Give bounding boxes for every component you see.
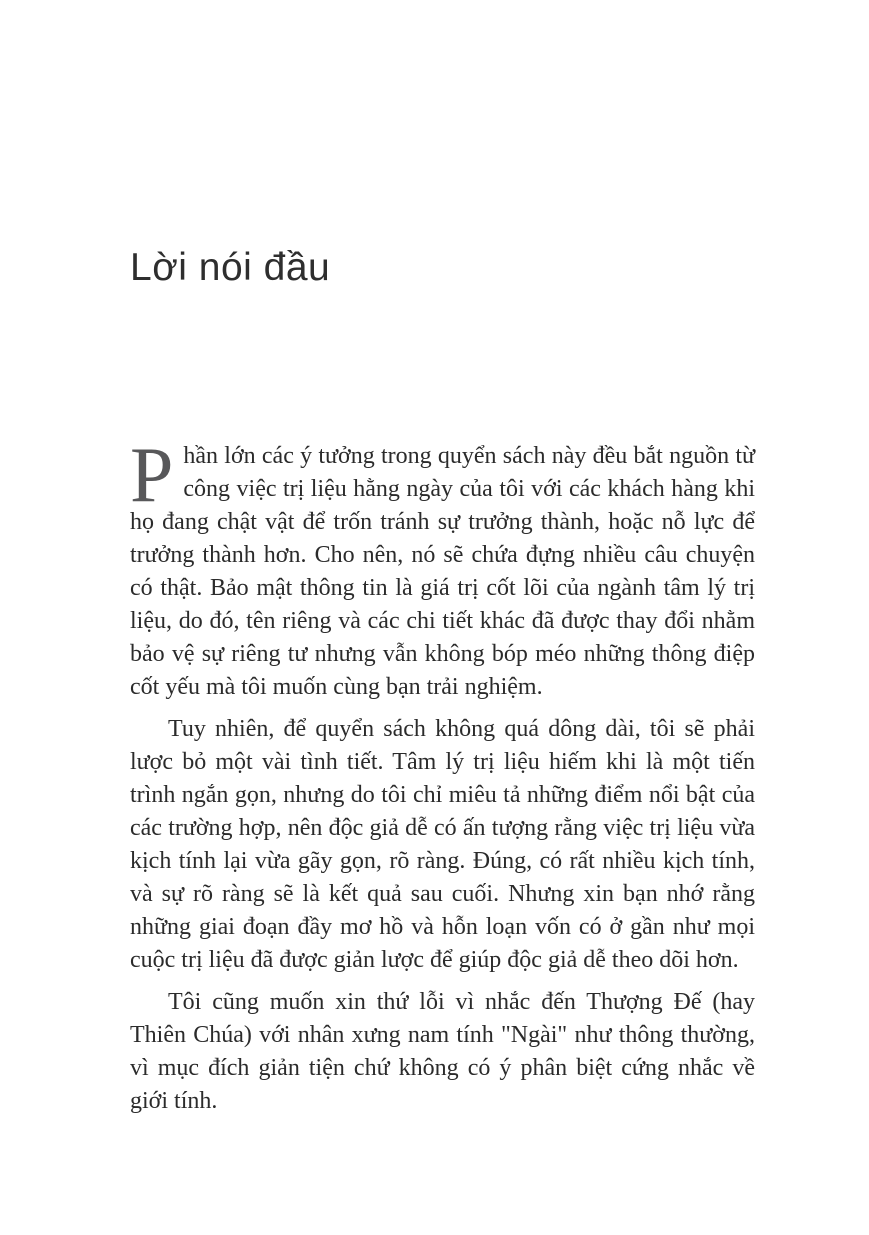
drop-cap: P <box>130 431 174 518</box>
chapter-title: Lời nói đầu <box>130 246 331 289</box>
body-text <box>130 431 755 1127</box>
paragraph-2: Tuy nhiên, để quyển sách không quá dông dài, tôi sẽ phải lược bỏ một vài tình tiết. Tâm lý trị liệu hiếm khi là một tiến trình ngắn gọn, nhưng do tôi chỉ miêu tả những điểm nổi bật của các trường hợp, nên độc giả dễ có ấn tượng rằng việc trị liệu vừa kịch tính lại vừa gãy gọn, rõ ràng. Đúng, có rất nhiều kịch tính, và sự rõ ràng sẽ là kết quả sau cuối. Nhưng xin bạn nhớ rằng những giai đoạn đầy mơ hồ và hỗn loạn vốn có ở gần như mọi cuộc trị liệu đã được giản lược để giúp độc giả dễ theo dõi hơn. <box>130 716 755 973</box>
paragraph-1 <box>130 431 755 704</box>
paragraph-3: Tôi cũng muốn xin thứ lỗi vì nhắc đến Thượng Đế (hay Thiên Chúa) với nhân xưng nam tính "Ngài" như thông thường, vì mục đích giản tiện chứ không có ý phân biệt cứng nhắc về giới tính. <box>130 989 755 1114</box>
paragraph-1-text: hần lớn các ý tưởng trong quyển sách này đều bắt nguồn từ công việc trị liệu hằng ngày của tôi với các khách hàng khi họ đang chật vật để trốn tránh sự trưởng thành, hoặc nỗ lực để trưởng thành hơn. Cho nên, nó sẽ chứa đựng nhiều câu chuyện có thật. Bảo mật thông tin là giá trị cốt lõi của ngành tâm lý trị liệu, do đó, tên riêng và các chi tiết khác đã được thay đổi nhằm bảo vệ sự riêng tư nhưng vẫn không bóp méo những thông điệp cốt yếu mà tôi muốn cùng bạn trải nghiệm. <box>130 443 755 700</box>
